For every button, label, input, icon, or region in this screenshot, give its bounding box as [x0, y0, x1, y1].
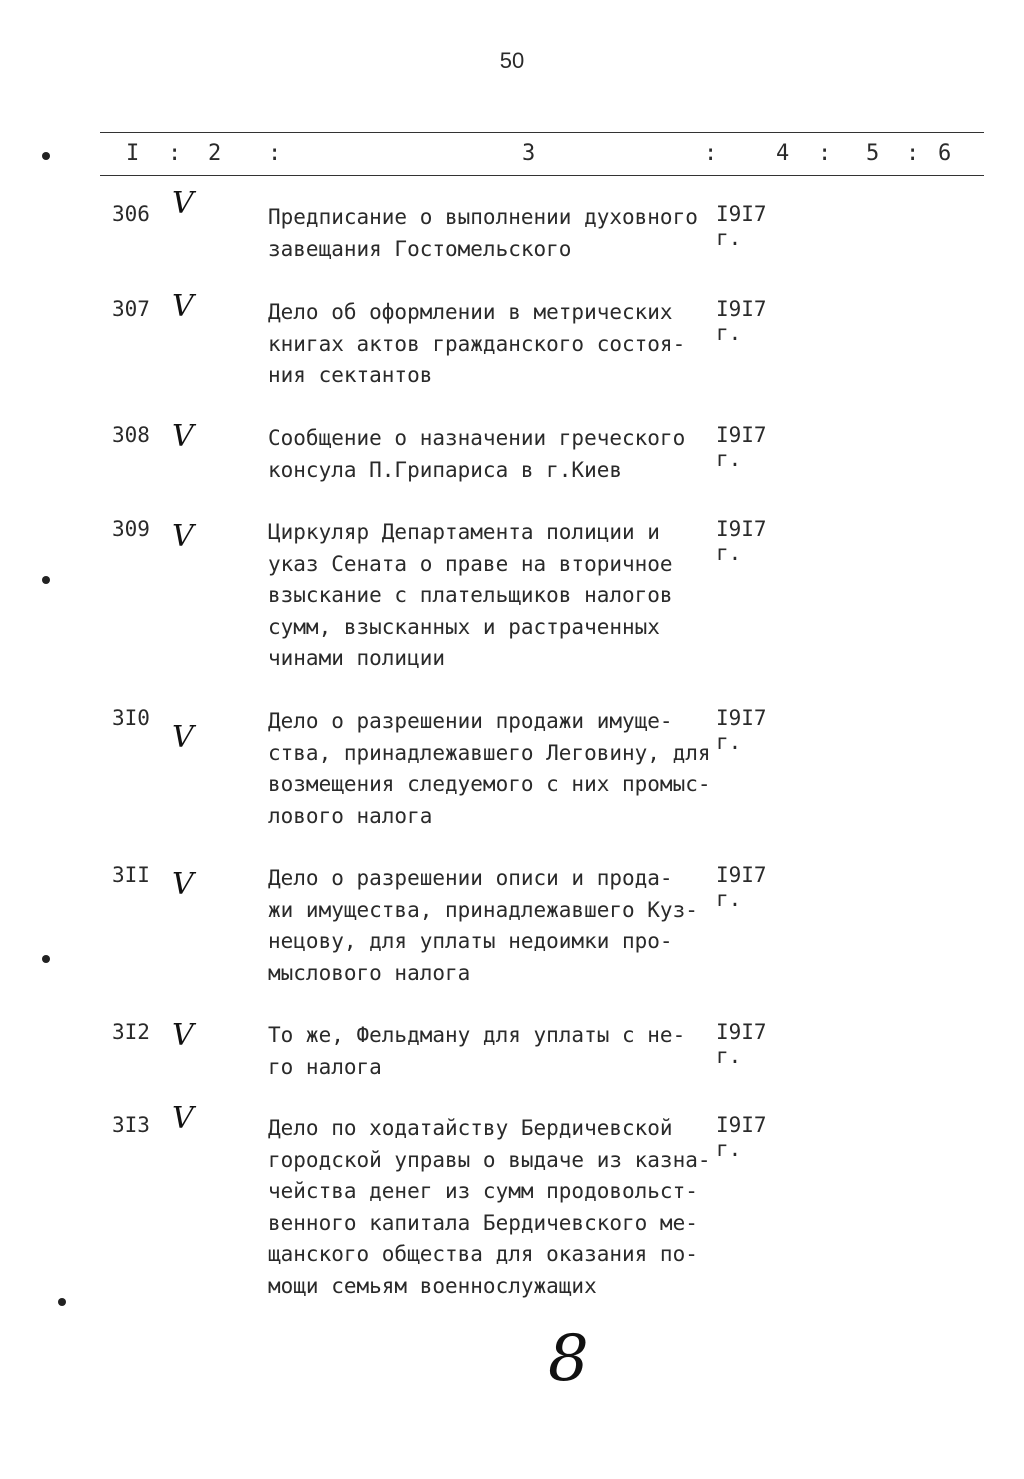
- entry-year: I9I7 г.: [716, 1113, 767, 1161]
- checkmark-icon: V: [172, 1018, 194, 1053]
- entry-number: 3I3: [112, 1113, 150, 1137]
- entry-number: 307: [112, 297, 150, 321]
- header-col-4: 4: [776, 141, 790, 166]
- page-number: 50: [499, 48, 525, 73]
- handwritten-sheet-number: 8: [548, 1322, 589, 1396]
- entry-description: Дело о разрешении продажи имуще- ства, принадлежавшего Леговину, для возмещения следуемого с них промыс- лового налога: [268, 709, 711, 828]
- punch-hole: [42, 576, 50, 584]
- entry-description: Дело о разрешении описи и прода- жи имущества, принадлежавшего Куз- нецову, для уплаты недоимки про- мыслового налога: [268, 866, 698, 985]
- table-header-top-rule: [100, 132, 984, 133]
- entry-description: Циркуляр Департамента полиции и указ Сената о праве на вторичное взыскание с плательщиков налогов сумм, взысканных и растраченных чинами полиции: [268, 520, 673, 670]
- checkmark-icon: V: [172, 419, 194, 454]
- entry-number: 308: [112, 423, 150, 447]
- header-separator: :: [906, 141, 920, 166]
- header-separator: :: [168, 141, 182, 166]
- entry-description: Предписание о выполнении духовного завещания Гостомельского: [268, 205, 698, 261]
- checkmark-icon: V: [172, 1101, 194, 1136]
- checkmark-icon: V: [172, 519, 194, 554]
- punch-hole: [42, 955, 50, 963]
- entry-year: I9I7 г.: [716, 202, 767, 250]
- entry-year: I9I7 г.: [716, 297, 767, 345]
- header-col-3: 3: [522, 141, 536, 166]
- punch-hole: [58, 1298, 66, 1306]
- header-col-2: 2: [208, 141, 222, 166]
- entry-year: I9I7 г.: [716, 1020, 767, 1068]
- entry-description: Дело об оформлении в метрических книгах актов гражданского состоя- ния сектантов: [268, 300, 686, 387]
- checkmark-icon: V: [172, 186, 194, 221]
- entry-number: 3I0: [112, 706, 150, 730]
- checkmark-icon: V: [172, 720, 194, 755]
- header-col-5: 5: [866, 141, 880, 166]
- entry-year: I9I7 г.: [716, 423, 767, 471]
- header-separator: :: [818, 141, 832, 166]
- table-header-bottom-rule: [100, 175, 984, 176]
- punch-hole: [42, 152, 50, 160]
- entry-description: Сообщение о назначении греческого консула П.Грипариса в г.Киев: [268, 426, 686, 482]
- checkmark-icon: V: [172, 867, 194, 902]
- entry-number: 306: [112, 202, 150, 226]
- entry-number: 3II: [112, 863, 150, 887]
- entry-description: То же, Фельдману для уплаты с не- го налога: [268, 1023, 686, 1079]
- header-col-1: I: [126, 141, 140, 166]
- entry-description: Дело по ходатайству Бердичевской городской управы о выдаче из казна- чейства денег из сумм продовольст- венного капитала Бердичевского ме- щанского общества для оказания по- мощи семьям военнослужащих: [268, 1116, 711, 1298]
- entry-number: 309: [112, 517, 150, 541]
- entry-number: 3I2: [112, 1020, 150, 1044]
- checkmark-icon: V: [172, 289, 194, 324]
- header-col-6: 6: [938, 141, 952, 166]
- header-separator: :: [268, 141, 282, 166]
- entry-year: I9I7 г.: [716, 517, 767, 565]
- entry-year: I9I7 г.: [716, 706, 767, 754]
- entry-year: I9I7 г.: [716, 863, 767, 911]
- header-separator: :: [704, 141, 718, 166]
